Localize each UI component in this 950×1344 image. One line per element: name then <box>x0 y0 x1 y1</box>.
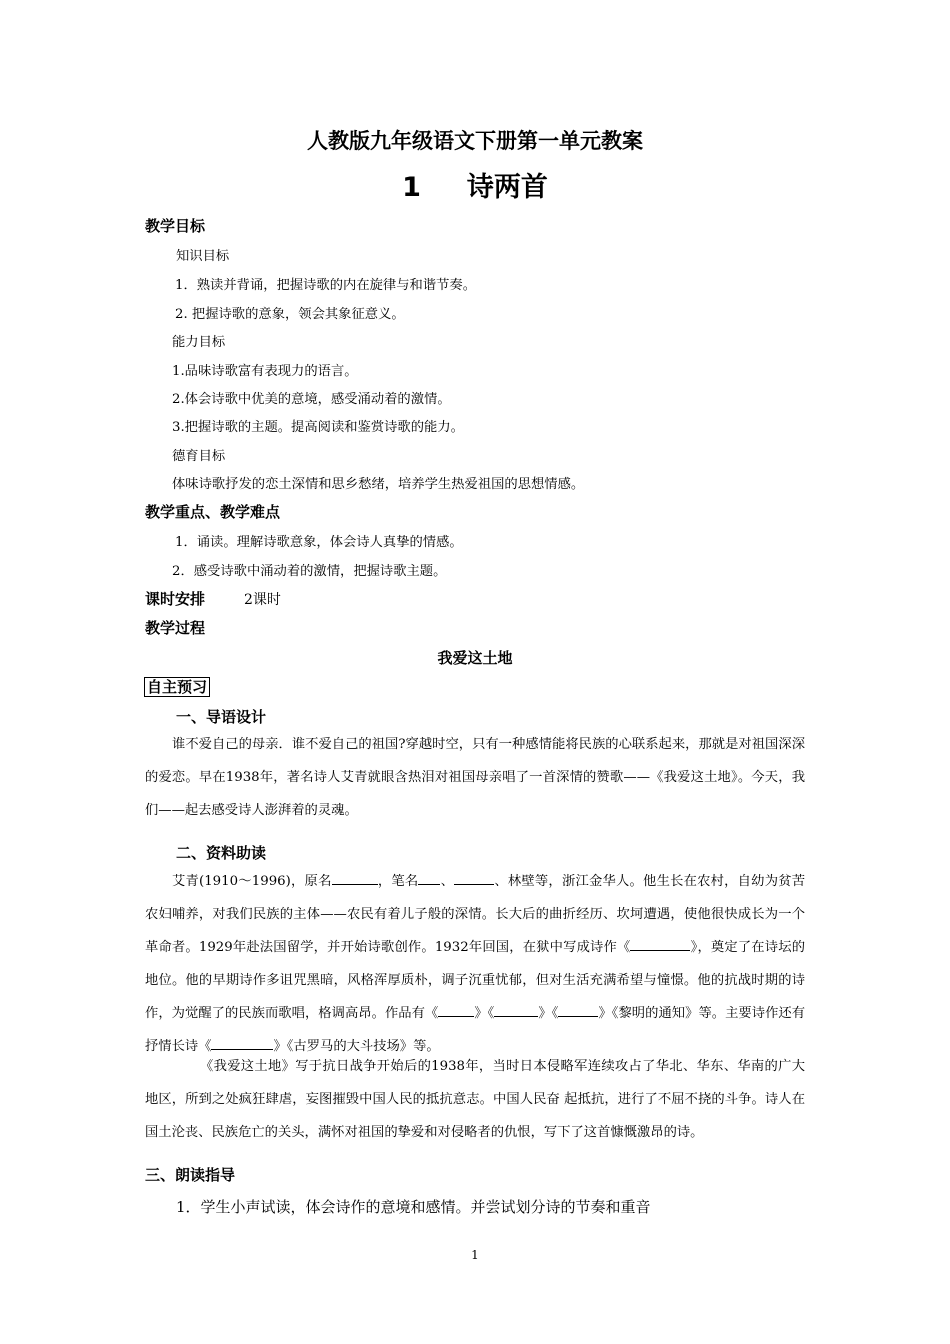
intro-heading: 一、导语设计 <box>176 708 267 726</box>
ability-item: 1.品味诗歌富有表现力的语言。 <box>172 364 358 379</box>
fill-blank <box>630 938 690 951</box>
text-run: 》 <box>598 1006 612 1021</box>
text-run: 、林壁等，浙江金华人。他生长在农村，自幼为贫苦农妇哺养，对我们民族的主体——农民有着儿子般的深情。长大后的曲折经历、坎坷遭遇，使他很快成长为一个革命者。1929年赴法国留学，并开始诗歌创作。1932年回国，在狱中写成诗作 <box>145 874 806 955</box>
poem-title: 我爱这土地 <box>437 649 513 667</box>
fill-blank <box>438 1004 474 1017</box>
key-point-item: 2．感受诗歌中涌动着的激情，把握诗歌主题。 <box>172 564 447 579</box>
document-title: 人教版九年级语文下册第一单元教案 <box>307 129 643 153</box>
text-run: 、 <box>440 874 455 889</box>
materials-heading: 二、资料助读 <box>176 844 267 862</box>
lesson-name: 诗两首 <box>466 172 548 203</box>
moral-text: 体味诗歌抒发的恋土深情和思乡愁绪，培养学生热爱祖国的思想情感。 <box>172 477 585 492</box>
text-run: 《黎明的通知》等。主要诗作还有抒情长诗 <box>145 1006 806 1054</box>
lesson-number: 1 <box>402 172 421 203</box>
knowledge-item: 1．熟读并背诵，把握诗歌的内在旋律与和谐节奏。 <box>175 278 476 293</box>
goals-heading: 教学目标 <box>145 217 206 235</box>
text-run: 《 <box>424 1006 439 1021</box>
schedule-heading: 课时安排 <box>145 590 206 608</box>
ability-item: 3.把握诗歌的主题。提高阅读和鉴赏诗歌的能力。 <box>172 420 464 435</box>
fill-blank <box>454 872 494 885</box>
fill-blank <box>332 872 378 885</box>
text-run: 《 <box>487 1006 495 1021</box>
fill-blank <box>494 1004 538 1017</box>
key-point-item: 1．诵读。理解诗歌意象，体会诗人真挚的情感。 <box>175 535 463 550</box>
intro-text: 谁不爱自己的母亲．谁不爱自己的祖国?穿越时空，只有一种感情能将民族的心联系起来，那就是对祖国深深的爱恋。早在1938年，著名诗人艾青就眼含热泪对祖国母亲唱了一首深情的赞歌——《我爱这土地》。今天，我们——起去感受诗人澎湃着的灵魂。 <box>145 737 805 818</box>
text-run: 》 <box>474 1006 488 1021</box>
text-run: 》 <box>538 1006 552 1021</box>
reading-item: 1．学生小声试读，体会诗作的意境和感情。并尝试划分诗的节奏和重音 <box>176 1198 651 1216</box>
knowledge-item: 2. 把握诗歌的意象，领会其象征意义。 <box>175 307 405 322</box>
text-run: 《 <box>198 1039 212 1054</box>
ability-item: 2.体会诗歌中优美的意境，感受涌动着的激情。 <box>172 392 451 407</box>
fill-blank <box>418 872 440 885</box>
process-heading: 教学过程 <box>145 619 206 637</box>
page-number: 1 <box>471 1248 479 1262</box>
text-run: 《古罗马的大斗技场》等。 <box>286 1039 440 1054</box>
text-run: 《 <box>551 1006 559 1021</box>
preview-label <box>144 676 210 697</box>
schedule-value: 2课时 <box>244 592 281 608</box>
fill-blank <box>211 1037 273 1050</box>
text-run: ，笔名 <box>377 874 419 889</box>
text-run: ，奠定了在诗坛的地位。他的早期诗作多诅咒黑暗，风格浑厚质朴，调子沉重忧郁，但对生活充满希望与憧憬。他的抗战时期的诗作，为觉醒了的民族而歌唱，格调高昂。作品有 <box>145 940 805 1021</box>
key-points-heading: 教学重点、教学难点 <box>145 503 281 521</box>
reading-heading: 三、朗读指导 <box>145 1166 236 1184</box>
moral-heading: 德育目标 <box>172 449 226 464</box>
materials-paragraph-2: 《我爱这土地》写于抗日战争开始后的1938年，当时日本侵略军连续攻占了华北、华东、华南的广大地区，所到之处疯狂肆虐，妄图摧毁中国人民的抵抗意志。中国人民奋 起抵抗，进行了不屈不挠的斗争。诗人在国土沦丧、民族危亡的关头，满怀对祖国的挚爱和对侵略者的仇恨，写下了这首慷慨激昂的诗。 <box>145 1059 805 1140</box>
fill-blank <box>558 1004 598 1017</box>
materials-paragraph-1 <box>145 865 805 1063</box>
text-run: 艾青(1910～1996)，原名 <box>172 874 332 889</box>
knowledge-heading: 知识目标 <box>176 249 230 264</box>
ability-heading: 能力目标 <box>172 335 226 350</box>
preview-box: 自主预习 <box>144 677 210 697</box>
text-run: 《 <box>616 940 631 955</box>
text-run: 》 <box>273 1039 287 1054</box>
text-run: 》 <box>690 940 698 955</box>
lesson-title <box>0 165 950 204</box>
